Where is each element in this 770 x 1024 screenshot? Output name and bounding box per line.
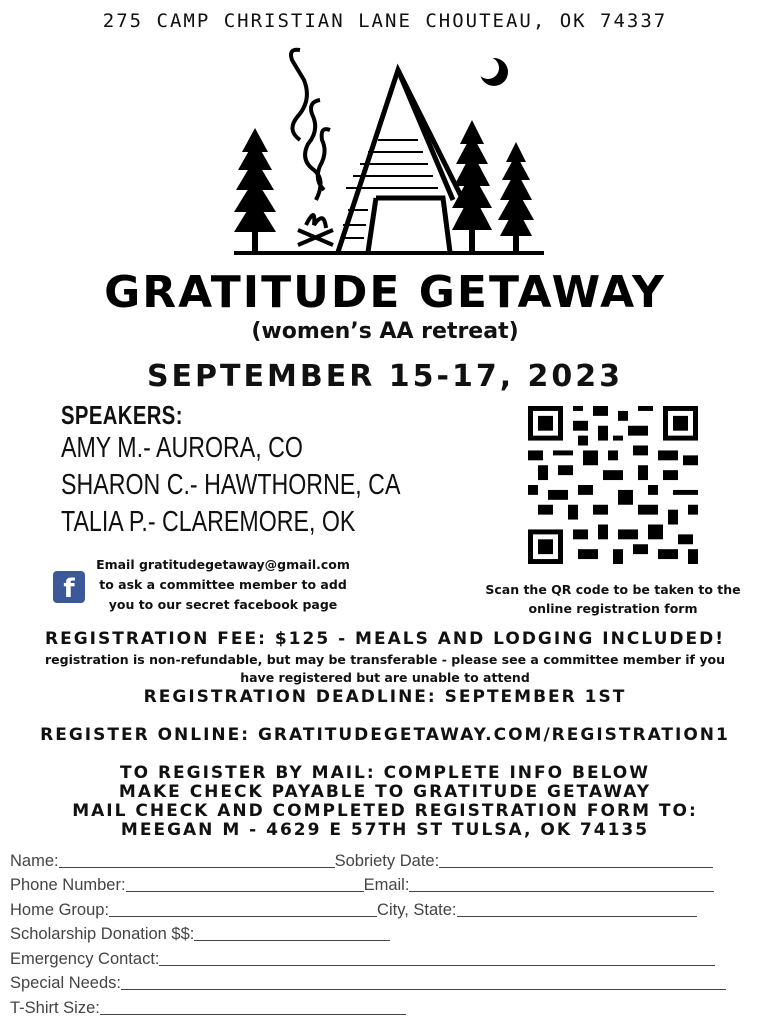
event-dates: SEPTEMBER 15-17, 2023: [146, 359, 624, 394]
city-state-field[interactable]: [457, 902, 697, 917]
mail-line: MAIL CHECK AND COMPLETED REGISTRATION FORM TO:: [72, 801, 698, 821]
qr-caption-line: online registration form: [528, 601, 698, 616]
emergency-contact-field[interactable]: [159, 951, 715, 966]
moon-icon: [477, 57, 508, 86]
sobriety-date-field[interactable]: [439, 853, 713, 868]
pine-tree-icon: [234, 128, 276, 252]
home-group-label: Home Group:: [10, 900, 110, 919]
event-address: 275 CAMP CHRISTIAN LANE CHOUTEAU, OK 74337: [102, 10, 668, 32]
refund-line: have registered but are unable to attend: [240, 670, 530, 685]
special-needs-label: Special Needs:: [10, 974, 121, 992]
event-subtitle: (women’s AA retreat): [251, 319, 519, 344]
refund-line: registration is non-refundable, but may be transferable - please see a committee member if you: [45, 652, 725, 667]
smoke-icon: [291, 50, 330, 200]
facebook-email-note: [88, 555, 358, 615]
refund-note: [30, 651, 740, 687]
scholarship-field[interactable]: [194, 926, 390, 941]
city-state-label: City, State:: [377, 900, 457, 919]
campfire-icon: [298, 215, 333, 245]
email-note-line: Email gratitudegetaway@gmail.com: [96, 557, 350, 572]
mail-instructions: [0, 764, 770, 840]
qr-caption: [478, 580, 748, 618]
tshirt-size-field[interactable]: [100, 1000, 406, 1015]
mail-line: MEEGAN M - 4629 E 57TH ST TULSA, OK 74135: [120, 820, 650, 840]
sobriety-date-label: Sobriety Date:: [334, 851, 440, 870]
facebook-icon: f: [53, 571, 85, 603]
email-label: Email:: [363, 876, 410, 894]
email-field[interactable]: [409, 877, 714, 892]
name-label: Name:: [10, 851, 59, 870]
register-online: REGISTER ONLINE: GRATITUDEGETAWAY.COM/REGISTRATION1: [40, 725, 730, 745]
mail-line: MAKE CHECK PAYABLE TO GRATITUDE GETAWAY: [118, 782, 652, 802]
name-field[interactable]: [59, 853, 335, 868]
email-note-line: to ask a committee member to add: [99, 577, 347, 592]
phone-label: Phone Number:: [10, 876, 126, 894]
registration-deadline: REGISTRATION DEADLINE: SEPTEMBER 1ST: [143, 687, 627, 707]
speaker-item: SHARON C.- HAWTHORNE, CA: [61, 469, 401, 501]
email-note-line: you to our secret facebook page: [108, 597, 338, 612]
tshirt-size-label: T-Shirt Size:: [10, 998, 100, 1017]
emergency-contact-label: Emergency Contact:: [10, 949, 160, 968]
special-needs-field[interactable]: [121, 975, 726, 990]
speaker-item: TALIA P.- CLAREMORE, OK: [61, 506, 356, 538]
home-group-field[interactable]: [109, 902, 377, 917]
event-title: GRATITUDE GETAWAY: [104, 267, 666, 318]
tent-shading: [340, 140, 438, 238]
registration-form: [10, 846, 750, 1018]
speakers-heading: SPEAKERS:: [61, 400, 183, 430]
registration-fee: REGISTRATION FEE: $125 - MEALS AND LODGING INCLUDED!: [45, 629, 725, 649]
phone-field[interactable]: [126, 877, 364, 892]
campsite-illustration-icon: [228, 40, 558, 262]
mail-line: TO REGISTER BY MAIL: COMPLETE INFO BELOW: [119, 763, 651, 783]
scholarship-label: Scholarship Donation $$:: [10, 925, 195, 943]
speaker-item: AMY M.- AURORA, CO: [61, 432, 303, 464]
pine-tree-icon: [498, 142, 534, 252]
speakers-section: [61, 400, 485, 543]
qr-code-icon: [528, 406, 698, 564]
qr-caption-line: Scan the QR code to be taken to the: [485, 582, 741, 597]
